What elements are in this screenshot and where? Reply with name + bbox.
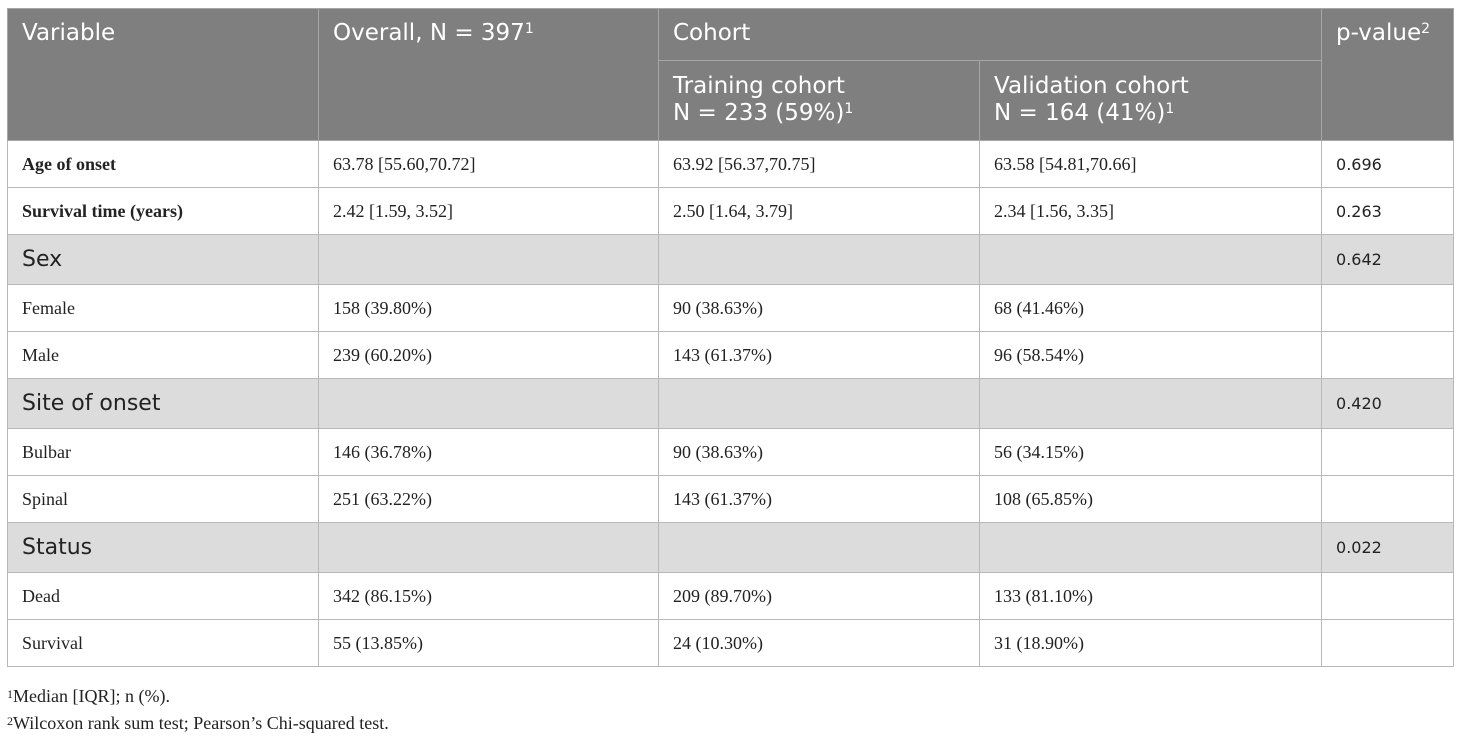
row-label: Spinal [8, 476, 319, 523]
cell-training [659, 379, 980, 429]
cell-validation: 68 (41.46%) [980, 285, 1322, 332]
header-variable: Variable [8, 9, 319, 141]
row-label: Dead [8, 573, 319, 620]
cell-validation [980, 523, 1322, 573]
row-label: Female [8, 285, 319, 332]
group-row [8, 235, 1454, 285]
cell-validation: 56 (34.15%) [980, 429, 1322, 476]
footnote: $^1$Median [IQR]; n (%). [7, 686, 170, 706]
cell-training: 2.50 [1.64, 3.79] [659, 188, 980, 235]
table-row [8, 476, 1454, 523]
table-row [8, 285, 1454, 332]
cell-validation: 133 (81.10%) [980, 573, 1322, 620]
cell-training: 24 (10.30%) [659, 620, 980, 667]
cell-overall: 239 (60.20%) [319, 332, 659, 379]
cell-overall: 158 (39.80%) [319, 285, 659, 332]
cell-overall: 146 (36.78%) [319, 429, 659, 476]
cell-training: 63.92 [56.37,70.75] [659, 141, 980, 188]
cell-validation: 31 (18.90%) [980, 620, 1322, 667]
header-pvalue: p-value$^2$ [1322, 9, 1454, 141]
cell-training: 143 (61.37%) [659, 332, 980, 379]
cell-pvalue [1322, 476, 1454, 523]
cell-validation: 2.34 [1.56, 3.35] [980, 188, 1322, 235]
cell-pvalue [1322, 620, 1454, 667]
row-label: Survival [8, 620, 319, 667]
cell-pvalue: 0.696 [1322, 141, 1454, 188]
cell-validation: 108 (65.85%) [980, 476, 1322, 523]
cell-training [659, 235, 980, 285]
header-overall: Overall, $N = 397^1$ [319, 9, 659, 141]
cell-validation: 63.58 [54.81,70.66] [980, 141, 1322, 188]
footnote: $^2$Wilcoxon rank sum test; Pearson’s Chi-squared test. [7, 713, 389, 733]
cell-overall: 63.78 [55.60,70.72] [319, 141, 659, 188]
cell-training: 209 (89.70%) [659, 573, 980, 620]
cell-pvalue: 0.263 [1322, 188, 1454, 235]
row-label: Survival time (years) [8, 188, 319, 235]
table-header [8, 9, 1454, 141]
cell-pvalue: 0.022 [1322, 523, 1454, 573]
table-row [8, 573, 1454, 620]
cell-pvalue [1322, 332, 1454, 379]
cell-overall: 251 (63.22%) [319, 476, 659, 523]
cell-overall: 55 (13.85%) [319, 620, 659, 667]
cell-overall [319, 235, 659, 285]
cell-pvalue: 0.420 [1322, 379, 1454, 429]
cell-pvalue [1322, 429, 1454, 476]
table-row [8, 141, 1454, 188]
group-label: Status [8, 523, 319, 573]
table-row [8, 188, 1454, 235]
cell-training: 90 (38.63%) [659, 285, 980, 332]
header-validation-cohort: Validation cohort N = 164 $(41\%)^1$ [980, 61, 1322, 141]
cell-overall: 2.42 [1.59, 3.52] [319, 188, 659, 235]
cell-overall: 342 (86.15%) [319, 573, 659, 620]
summary-table [7, 8, 1454, 667]
header-training-cohort: Training cohort N = 233 $(59\%)^1$ [659, 61, 980, 141]
group-label: Sex [8, 235, 319, 285]
row-label: Age of onset [8, 141, 319, 188]
footnotes [7, 683, 389, 737]
cell-training: 90 (38.63%) [659, 429, 980, 476]
row-label: Bulbar [8, 429, 319, 476]
cell-training [659, 523, 980, 573]
group-label: Site of onset [8, 379, 319, 429]
cell-validation: 96 (58.54%) [980, 332, 1322, 379]
cell-overall [319, 379, 659, 429]
cell-validation [980, 235, 1322, 285]
group-row [8, 523, 1454, 573]
cell-pvalue [1322, 285, 1454, 332]
table-row [8, 620, 1454, 667]
table-row [8, 332, 1454, 379]
cell-pvalue [1322, 573, 1454, 620]
header-cohort: Cohort [659, 9, 1322, 61]
cell-training: 143 (61.37%) [659, 476, 980, 523]
cell-validation [980, 379, 1322, 429]
cell-overall [319, 523, 659, 573]
cell-pvalue: 0.642 [1322, 235, 1454, 285]
row-label: Male [8, 332, 319, 379]
group-row [8, 379, 1454, 429]
table-row [8, 429, 1454, 476]
